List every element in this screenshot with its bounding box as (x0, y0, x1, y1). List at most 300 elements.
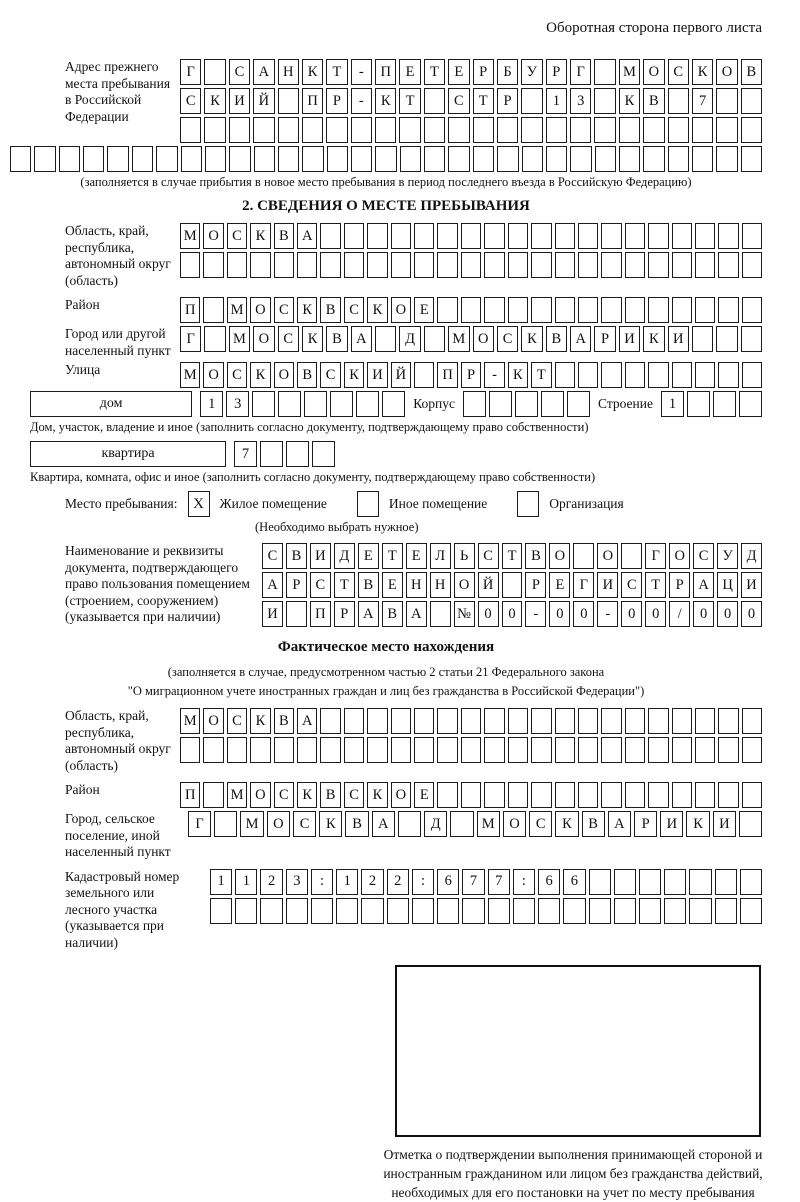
char-cell[interactable]: 1 (210, 869, 232, 895)
char-cell[interactable] (351, 117, 372, 143)
char-cell[interactable] (180, 737, 200, 763)
char-cell[interactable]: О (549, 543, 570, 569)
char-cell[interactable] (718, 223, 738, 249)
char-cell[interactable]: Б (497, 59, 518, 85)
char-cell[interactable] (450, 811, 473, 837)
char-cell[interactable]: И (262, 601, 283, 627)
char-cell[interactable]: 0 (502, 601, 523, 627)
char-cell[interactable] (614, 869, 636, 895)
char-cell[interactable]: С (278, 326, 299, 352)
char-cell[interactable]: К (508, 362, 528, 388)
char-cell[interactable] (132, 146, 153, 172)
char-cell[interactable]: 2 (260, 869, 282, 895)
char-cell[interactable] (619, 146, 640, 172)
char-cell[interactable]: - (597, 601, 618, 627)
char-cell[interactable] (625, 708, 645, 734)
char-cell[interactable]: Р (326, 88, 347, 114)
char-cell[interactable]: : (311, 869, 333, 895)
char-cell[interactable]: 0 (645, 601, 666, 627)
char-cell[interactable]: А (358, 601, 379, 627)
char-cell[interactable] (484, 737, 504, 763)
char-cell[interactable]: А (608, 811, 631, 837)
char-cell[interactable] (619, 117, 640, 143)
char-cell[interactable]: М (180, 223, 200, 249)
char-cell[interactable]: - (525, 601, 546, 627)
char-cell[interactable]: Е (382, 572, 403, 598)
char-cell[interactable] (742, 223, 762, 249)
char-cell[interactable] (718, 297, 738, 323)
char-cell[interactable] (741, 88, 762, 114)
char-cell[interactable]: Ь (454, 543, 475, 569)
char-cell[interactable] (664, 869, 686, 895)
char-cell[interactable]: С (227, 223, 247, 249)
char-cell[interactable] (594, 88, 615, 114)
char-cell[interactable]: А (297, 223, 317, 249)
char-cell[interactable] (327, 146, 348, 172)
char-cell[interactable]: 7 (488, 869, 510, 895)
char-cell[interactable] (156, 146, 177, 172)
char-cell[interactable] (589, 869, 611, 895)
char-cell[interactable] (461, 223, 481, 249)
char-cell[interactable]: 2 (361, 869, 383, 895)
char-cell[interactable] (437, 252, 457, 278)
house-box[interactable]: дом (30, 391, 192, 417)
char-cell[interactable]: П (437, 362, 457, 388)
char-cell[interactable] (648, 362, 668, 388)
char-cell[interactable] (555, 223, 575, 249)
char-cell[interactable] (278, 88, 299, 114)
char-cell[interactable] (742, 708, 762, 734)
char-cell[interactable] (462, 898, 484, 924)
char-cell[interactable] (672, 362, 692, 388)
char-cell[interactable] (424, 88, 445, 114)
char-cell[interactable]: О (203, 223, 223, 249)
char-cell[interactable]: М (180, 362, 200, 388)
char-cell[interactable]: Й (391, 362, 411, 388)
char-cell[interactable] (424, 146, 445, 172)
char-cell[interactable] (278, 146, 299, 172)
char-cell[interactable]: 6 (563, 869, 585, 895)
char-cell[interactable]: О (203, 362, 223, 388)
char-cell[interactable] (594, 59, 615, 85)
char-cell[interactable] (621, 543, 642, 569)
char-cell[interactable]: К (297, 782, 317, 808)
char-cell[interactable] (367, 252, 387, 278)
char-cell[interactable]: В (525, 543, 546, 569)
char-cell[interactable] (689, 898, 711, 924)
char-cell[interactable] (692, 326, 713, 352)
char-cell[interactable]: В (297, 362, 317, 388)
char-cell[interactable]: 6 (437, 869, 459, 895)
char-cell[interactable] (692, 146, 713, 172)
char-cell[interactable] (437, 898, 459, 924)
char-cell[interactable] (229, 146, 250, 172)
char-cell[interactable] (391, 223, 411, 249)
char-cell[interactable] (274, 252, 294, 278)
char-cell[interactable]: В (582, 811, 605, 837)
char-cell[interactable] (578, 362, 598, 388)
char-cell[interactable]: И (713, 811, 736, 837)
char-cell[interactable]: М (619, 59, 640, 85)
char-cell[interactable]: О (454, 572, 475, 598)
char-cell[interactable]: О (203, 708, 223, 734)
char-cell[interactable] (589, 898, 611, 924)
char-cell[interactable]: А (693, 572, 714, 598)
char-cell[interactable]: О (503, 811, 526, 837)
char-cell[interactable]: К (250, 362, 270, 388)
char-cell[interactable]: 0 (741, 601, 762, 627)
char-cell[interactable]: С (274, 297, 294, 323)
char-cell[interactable] (484, 708, 504, 734)
char-cell[interactable] (83, 146, 104, 172)
char-cell[interactable] (461, 708, 481, 734)
char-cell[interactable]: К (367, 782, 387, 808)
char-cell[interactable] (203, 297, 223, 323)
char-cell[interactable]: С (310, 572, 331, 598)
char-cell[interactable]: Г (180, 326, 201, 352)
char-cell[interactable] (546, 146, 567, 172)
char-cell[interactable] (695, 223, 715, 249)
apartment-box[interactable]: квартира (30, 441, 226, 467)
char-cell[interactable]: П (180, 297, 200, 323)
char-cell[interactable]: Р (461, 362, 481, 388)
char-cell[interactable]: К (319, 811, 342, 837)
char-cell[interactable]: 3 (570, 88, 591, 114)
char-cell[interactable]: А (262, 572, 283, 598)
char-cell[interactable] (437, 708, 457, 734)
char-cell[interactable]: М (227, 297, 247, 323)
char-cell[interactable]: К (692, 59, 713, 85)
char-cell[interactable]: О (274, 362, 294, 388)
char-cell[interactable] (648, 297, 668, 323)
char-cell[interactable] (375, 117, 396, 143)
char-cell[interactable] (253, 117, 274, 143)
char-cell[interactable] (180, 252, 200, 278)
char-cell[interactable] (488, 898, 510, 924)
char-cell[interactable]: Й (253, 88, 274, 114)
char-cell[interactable]: Г (645, 543, 666, 569)
char-cell[interactable]: К (302, 326, 323, 352)
char-cell[interactable]: Е (358, 543, 379, 569)
char-cell[interactable] (739, 811, 762, 837)
char-cell[interactable] (229, 117, 250, 143)
char-cell[interactable] (235, 898, 257, 924)
char-cell[interactable]: К (555, 811, 578, 837)
char-cell[interactable] (414, 223, 434, 249)
char-cell[interactable]: Р (286, 572, 307, 598)
char-cell[interactable] (695, 708, 715, 734)
char-cell[interactable]: Д (334, 543, 355, 569)
char-cell[interactable] (508, 708, 528, 734)
char-cell[interactable]: Н (278, 59, 299, 85)
char-cell[interactable]: И (660, 811, 683, 837)
char-cell[interactable] (648, 782, 668, 808)
char-cell[interactable] (687, 391, 710, 417)
char-cell[interactable] (578, 737, 598, 763)
char-cell[interactable]: Р (546, 59, 567, 85)
char-cell[interactable] (740, 869, 762, 895)
char-cell[interactable] (181, 146, 202, 172)
char-cell[interactable] (391, 737, 411, 763)
char-cell[interactable]: А (351, 326, 372, 352)
char-cell[interactable] (414, 737, 434, 763)
char-cell[interactable]: Т (531, 362, 551, 388)
char-cell[interactable] (601, 782, 621, 808)
char-cell[interactable] (437, 223, 457, 249)
char-cell[interactable] (320, 252, 340, 278)
char-cell[interactable] (320, 708, 340, 734)
char-cell[interactable] (695, 252, 715, 278)
char-cell[interactable] (648, 252, 668, 278)
char-cell[interactable] (695, 737, 715, 763)
char-cell[interactable]: 2 (387, 869, 409, 895)
char-cell[interactable] (204, 59, 225, 85)
char-cell[interactable] (210, 898, 232, 924)
char-cell[interactable] (555, 782, 575, 808)
char-cell[interactable]: У (717, 543, 738, 569)
char-cell[interactable] (437, 782, 457, 808)
char-cell[interactable]: С (668, 59, 689, 85)
char-cell[interactable] (718, 252, 738, 278)
char-cell[interactable]: 7 (692, 88, 713, 114)
char-cell[interactable]: А (406, 601, 427, 627)
char-cell[interactable]: М (240, 811, 263, 837)
char-cell[interactable]: Т (382, 543, 403, 569)
char-cell[interactable] (107, 146, 128, 172)
char-cell[interactable]: К (344, 362, 364, 388)
char-cell[interactable]: В (741, 59, 762, 85)
char-cell[interactable] (508, 737, 528, 763)
char-cell[interactable]: И (741, 572, 762, 598)
char-cell[interactable]: Т (502, 543, 523, 569)
char-cell[interactable]: В (326, 326, 347, 352)
char-cell[interactable]: К (643, 326, 664, 352)
char-cell[interactable]: В (382, 601, 403, 627)
char-cell[interactable]: Р (473, 59, 494, 85)
char-cell[interactable]: О (597, 543, 618, 569)
char-cell[interactable] (430, 601, 451, 627)
char-cell[interactable] (715, 869, 737, 895)
char-cell[interactable] (312, 441, 335, 467)
inoe-checkbox[interactable] (357, 491, 379, 517)
char-cell[interactable] (367, 708, 387, 734)
char-cell[interactable]: И (597, 572, 618, 598)
char-cell[interactable] (672, 737, 692, 763)
char-cell[interactable] (59, 146, 80, 172)
char-cell[interactable] (531, 708, 551, 734)
char-cell[interactable] (578, 252, 598, 278)
char-cell[interactable] (502, 572, 523, 598)
char-cell[interactable]: Р (334, 601, 355, 627)
char-cell[interactable]: Г (573, 572, 594, 598)
char-cell[interactable] (595, 146, 616, 172)
char-cell[interactable]: - (351, 59, 372, 85)
char-cell[interactable]: 1 (200, 391, 223, 417)
char-cell[interactable] (463, 391, 486, 417)
char-cell[interactable] (741, 326, 762, 352)
char-cell[interactable] (672, 223, 692, 249)
char-cell[interactable]: 1 (235, 869, 257, 895)
char-cell[interactable] (531, 297, 551, 323)
char-cell[interactable]: В (274, 708, 294, 734)
char-cell[interactable] (461, 737, 481, 763)
char-cell[interactable] (473, 146, 494, 172)
char-cell[interactable] (741, 117, 762, 143)
char-cell[interactable]: О (473, 326, 494, 352)
char-cell[interactable]: Д (399, 326, 420, 352)
char-cell[interactable] (639, 898, 661, 924)
char-cell[interactable] (521, 117, 542, 143)
char-cell[interactable]: Д (741, 543, 762, 569)
char-cell[interactable]: 0 (717, 601, 738, 627)
char-cell[interactable] (664, 898, 686, 924)
char-cell[interactable] (601, 297, 621, 323)
char-cell[interactable] (531, 737, 551, 763)
char-cell[interactable]: Т (399, 88, 420, 114)
char-cell[interactable] (497, 117, 518, 143)
char-cell[interactable] (203, 782, 223, 808)
char-cell[interactable]: О (669, 543, 690, 569)
char-cell[interactable]: Н (406, 572, 427, 598)
char-cell[interactable] (508, 223, 528, 249)
char-cell[interactable]: С (320, 362, 340, 388)
char-cell[interactable] (625, 362, 645, 388)
char-cell[interactable]: 0 (621, 601, 642, 627)
char-cell[interactable]: В (546, 326, 567, 352)
char-cell[interactable] (344, 223, 364, 249)
char-cell[interactable] (387, 898, 409, 924)
char-cell[interactable] (643, 117, 664, 143)
char-cell[interactable] (375, 326, 396, 352)
char-cell[interactable] (668, 88, 689, 114)
char-cell[interactable] (695, 362, 715, 388)
char-cell[interactable]: В (274, 223, 294, 249)
char-cell[interactable] (414, 362, 434, 388)
char-cell[interactable] (718, 737, 738, 763)
char-cell[interactable] (286, 601, 307, 627)
char-cell[interactable]: 7 (462, 869, 484, 895)
char-cell[interactable]: 7 (234, 441, 257, 467)
char-cell[interactable]: О (391, 782, 411, 808)
char-cell[interactable]: К (367, 297, 387, 323)
char-cell[interactable]: Т (473, 88, 494, 114)
char-cell[interactable]: О (643, 59, 664, 85)
char-cell[interactable] (515, 391, 538, 417)
char-cell[interactable]: С (262, 543, 283, 569)
char-cell[interactable] (739, 391, 762, 417)
char-cell[interactable] (214, 811, 237, 837)
char-cell[interactable] (718, 782, 738, 808)
char-cell[interactable]: Г (180, 59, 201, 85)
char-cell[interactable]: С (621, 572, 642, 598)
char-cell[interactable] (648, 737, 668, 763)
char-cell[interactable] (250, 737, 270, 763)
char-cell[interactable] (578, 782, 598, 808)
char-cell[interactable] (578, 223, 598, 249)
char-cell[interactable]: У (521, 59, 542, 85)
char-cell[interactable]: О (253, 326, 274, 352)
char-cell[interactable] (625, 252, 645, 278)
char-cell[interactable]: С (229, 59, 250, 85)
char-cell[interactable] (302, 117, 323, 143)
char-cell[interactable] (601, 223, 621, 249)
char-cell[interactable] (742, 362, 762, 388)
char-cell[interactable] (448, 146, 469, 172)
char-cell[interactable] (203, 252, 223, 278)
char-cell[interactable]: / (669, 601, 690, 627)
char-cell[interactable]: П (375, 59, 396, 85)
char-cell[interactable] (205, 146, 226, 172)
char-cell[interactable] (740, 898, 762, 924)
char-cell[interactable] (508, 782, 528, 808)
char-cell[interactable]: И (367, 362, 387, 388)
char-cell[interactable]: К (619, 88, 640, 114)
char-cell[interactable] (203, 737, 223, 763)
char-cell[interactable] (578, 297, 598, 323)
char-cell[interactable]: С (180, 88, 201, 114)
char-cell[interactable] (668, 146, 689, 172)
char-cell[interactable]: - (484, 362, 504, 388)
char-cell[interactable] (741, 146, 762, 172)
char-cell[interactable] (555, 297, 575, 323)
char-cell[interactable] (461, 252, 481, 278)
char-cell[interactable] (260, 898, 282, 924)
char-cell[interactable] (326, 117, 347, 143)
char-cell[interactable] (34, 146, 55, 172)
char-cell[interactable]: С (293, 811, 316, 837)
char-cell[interactable] (625, 782, 645, 808)
char-cell[interactable]: Г (188, 811, 211, 837)
char-cell[interactable] (625, 737, 645, 763)
char-cell[interactable]: М (477, 811, 500, 837)
char-cell[interactable] (742, 252, 762, 278)
char-cell[interactable] (391, 708, 411, 734)
char-cell[interactable] (424, 326, 445, 352)
char-cell[interactable] (302, 146, 323, 172)
char-cell[interactable] (538, 898, 560, 924)
char-cell[interactable]: П (310, 601, 331, 627)
char-cell[interactable] (601, 252, 621, 278)
org-checkbox[interactable] (517, 491, 539, 517)
char-cell[interactable]: С (274, 782, 294, 808)
char-cell[interactable] (695, 782, 715, 808)
char-cell[interactable] (286, 898, 308, 924)
char-cell[interactable] (227, 737, 247, 763)
char-cell[interactable]: Е (406, 543, 427, 569)
char-cell[interactable]: М (227, 782, 247, 808)
char-cell[interactable] (304, 391, 327, 417)
char-cell[interactable]: 0 (549, 601, 570, 627)
char-cell[interactable] (204, 326, 225, 352)
char-cell[interactable] (484, 223, 504, 249)
char-cell[interactable] (555, 708, 575, 734)
char-cell[interactable] (356, 391, 379, 417)
char-cell[interactable] (531, 782, 551, 808)
char-cell[interactable] (398, 811, 421, 837)
char-cell[interactable]: К (686, 811, 709, 837)
char-cell[interactable]: А (253, 59, 274, 85)
char-cell[interactable] (570, 117, 591, 143)
char-cell[interactable] (555, 362, 575, 388)
char-cell[interactable] (437, 297, 457, 323)
char-cell[interactable] (672, 297, 692, 323)
char-cell[interactable] (473, 117, 494, 143)
char-cell[interactable] (522, 146, 543, 172)
char-cell[interactable] (716, 326, 737, 352)
char-cell[interactable] (311, 898, 333, 924)
char-cell[interactable]: - (351, 88, 372, 114)
char-cell[interactable]: 0 (573, 601, 594, 627)
